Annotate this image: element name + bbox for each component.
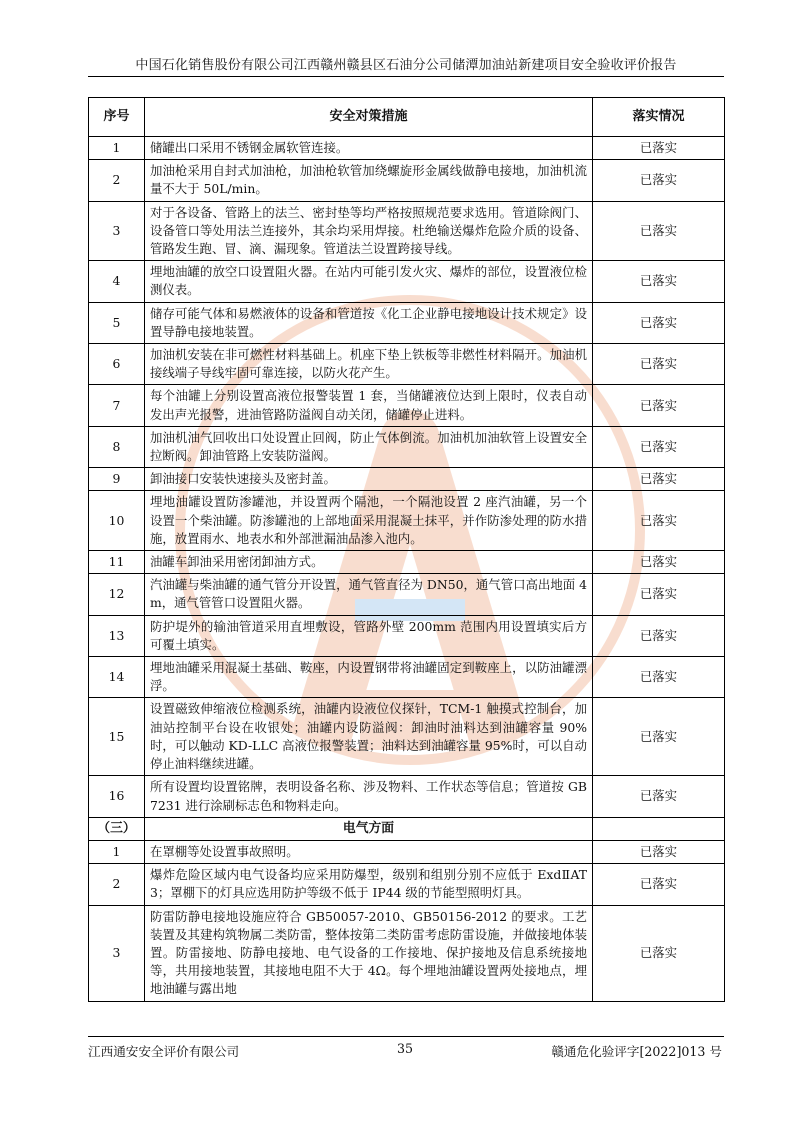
table-row bbox=[89, 491, 725, 551]
table-row bbox=[89, 905, 725, 1001]
row-number: 3 bbox=[89, 905, 145, 1001]
row-number: 15 bbox=[89, 698, 145, 776]
row-measure-text: 储存可能气体和易燃液体的设备和管道按《化工企业静电接地设计技术规定》设置导静电接地装置。 bbox=[145, 302, 593, 343]
row-status: 已落实 bbox=[593, 261, 725, 302]
row-number: 16 bbox=[89, 776, 145, 817]
row-number: 11 bbox=[89, 551, 145, 574]
row-status: 已落实 bbox=[593, 574, 725, 615]
footer-document-number: 赣通危化验评字[2022]013 号 bbox=[551, 1044, 722, 1059]
col-header-no: 序号 bbox=[89, 98, 145, 137]
row-status: 已落实 bbox=[593, 698, 725, 776]
footer-company: 江西通安安全评价有限公司 bbox=[88, 1044, 240, 1059]
table-row bbox=[89, 302, 725, 343]
row-measure-text: 对于各设备、管路上的法兰、密封垫等均严格按照规范要求选用。管道除阀门、设备管口等处用法兰连接外，其余均采用焊接。杜绝输送爆炸危险介质的设备、管路发生跑、冒、滴、漏现象。管道法兰设置跨接导线。 bbox=[145, 201, 593, 261]
row-status: 已落实 bbox=[593, 137, 725, 160]
row-measure-text: 加油机油气回收出口处设置止回阀，防止气体倒流。加油机加油软管上设置安全拉断阀。卸油管路上安装防溢阀。 bbox=[145, 426, 593, 467]
table-row bbox=[89, 840, 725, 863]
table-section bbox=[89, 817, 725, 840]
section-row-electrical bbox=[89, 817, 725, 840]
row-number: 4 bbox=[89, 261, 145, 302]
section-number: （三） bbox=[89, 817, 145, 840]
row-status: 已落实 bbox=[593, 160, 725, 201]
table-row bbox=[89, 468, 725, 491]
row-number: 2 bbox=[89, 160, 145, 201]
row-status: 已落实 bbox=[593, 657, 725, 698]
safety-measures-table bbox=[88, 97, 725, 1002]
row-measure-text: 每个油罐上分别设置高液位报警装置 1 套，当储罐液位达到上限时，仪表自动发出声光报警，进油管路防溢阀自动关闭，储罐停止进料。 bbox=[145, 385, 593, 426]
row-number: 9 bbox=[89, 468, 145, 491]
table-row bbox=[89, 551, 725, 574]
row-measure-text: 爆炸危险区域内电气设备均应采用防爆型，级别和组别分别不应低于 ExdⅡAT3；罩棚下的灯具应选用防护等级不低于 IP44 级的节能型照明灯具。 bbox=[145, 864, 593, 905]
row-status: 已落实 bbox=[593, 615, 725, 656]
row-measure-text: 储罐出口采用不锈钢金属软管连接。 bbox=[145, 137, 593, 160]
row-status: 已落实 bbox=[593, 344, 725, 385]
table-body-part-a bbox=[89, 137, 725, 818]
table-header-row bbox=[89, 98, 725, 137]
row-measure-text: 埋地油罐设置防渗罐池，并设置两个隔池，一个隔池设置 2 座汽油罐，另一个设置一个柴油罐。防渗罐池的上部地面采用混凝土抹平，并作防渗处理的防水措施，放置雨水、地表水和外部泄漏油品渗入池内。 bbox=[145, 491, 593, 551]
row-number: 10 bbox=[89, 491, 145, 551]
row-status: 已落实 bbox=[593, 426, 725, 467]
row-number: 12 bbox=[89, 574, 145, 615]
row-measure-text: 汽油罐与柴油罐的通气管分开设置，通气管直径为 DN50，通气管口高出地面 4m，通气管管口设置阻火器。 bbox=[145, 574, 593, 615]
row-measure-text: 设置磁致伸缩液位检测系统，油罐内设液位仪探针，TCM-1 触摸式控制台，加油站控制平台设在收银处；油罐内设防溢阀：卸油时油料达到油罐容量 90%时，可以触动 KD-LLC 高液位报警装置；油料达到油罐容量 95%时，可以自动停止油料继续进罐。 bbox=[145, 698, 593, 776]
row-status: 已落实 bbox=[593, 551, 725, 574]
col-header-measure: 安全对策措施 bbox=[145, 98, 593, 137]
row-number: 2 bbox=[89, 864, 145, 905]
row-number: 1 bbox=[89, 137, 145, 160]
section-status-empty bbox=[593, 817, 725, 840]
row-number: 8 bbox=[89, 426, 145, 467]
table-row bbox=[89, 698, 725, 776]
row-measure-text: 防护堤外的输油管道采用直埋敷设，管路外壁 200mm 范围内用设置填实后方可覆土填实。 bbox=[145, 615, 593, 656]
col-header-status: 落实情况 bbox=[593, 98, 725, 137]
row-status: 已落实 bbox=[593, 468, 725, 491]
header-rule bbox=[88, 76, 724, 77]
table-row bbox=[89, 137, 725, 160]
table-row bbox=[89, 385, 725, 426]
row-number: 7 bbox=[89, 385, 145, 426]
row-status: 已落实 bbox=[593, 201, 725, 261]
footer-rule bbox=[88, 1036, 724, 1037]
table-row bbox=[89, 574, 725, 615]
row-measure-text: 加油枪采用自封式加油枪，加油枪软管加绕螺旋形金属线做静电接地，加油机流量不大于 50L/min。 bbox=[145, 160, 593, 201]
row-number: 1 bbox=[89, 840, 145, 863]
row-measure-text: 油罐车卸油采用密闭卸油方式。 bbox=[145, 551, 593, 574]
row-measure-text: 在罩棚等处设置事故照明。 bbox=[145, 840, 593, 863]
row-measure-text: 所有设置均设置铭牌，表明设备名称、涉及物料、工作状态等信息；管道按 GB7231 进行涂刷标志色和物料走向。 bbox=[145, 776, 593, 817]
row-status: 已落实 bbox=[593, 302, 725, 343]
row-number: 14 bbox=[89, 657, 145, 698]
row-number: 6 bbox=[89, 344, 145, 385]
section-title: 电气方面 bbox=[145, 817, 593, 840]
row-status: 已落实 bbox=[593, 385, 725, 426]
table-body-part-b bbox=[89, 840, 725, 1001]
table-row bbox=[89, 201, 725, 261]
table-row bbox=[89, 160, 725, 201]
table-row bbox=[89, 864, 725, 905]
page-number: 35 bbox=[396, 1041, 414, 1056]
row-measure-text: 防雷防静电接地设施应符合 GB50057-2010、GB50156-2012 的要求。工艺装置及其建构筑物属二类防雷，整体按第二类防雷考虑防雷设施，并做接地体装置。防雷接地、防静电接地、电气设备的工作接地、保护接地及信息系统接地等，共用接地装置，其接地电阻不大于 4Ω。每个埋地油罐设置两处接地点，埋地油罐与露出地 bbox=[145, 905, 593, 1001]
row-status: 已落实 bbox=[593, 491, 725, 551]
row-measure-text: 埋地油罐采用混凝土基础、鞍座，内设置钢带将油罐固定到鞍座上，以防油罐漂浮。 bbox=[145, 657, 593, 698]
row-number: 5 bbox=[89, 302, 145, 343]
row-status: 已落实 bbox=[593, 776, 725, 817]
table-row bbox=[89, 776, 725, 817]
table-row bbox=[89, 615, 725, 656]
table-row bbox=[89, 344, 725, 385]
row-number: 13 bbox=[89, 615, 145, 656]
table-row bbox=[89, 261, 725, 302]
table-row bbox=[89, 426, 725, 467]
row-number: 3 bbox=[89, 201, 145, 261]
page-header-title: 中国石化销售股份有限公司江西赣州赣县区石油分公司储潭加油站新建项目安全验收评价报告 bbox=[135, 58, 677, 73]
row-measure-text: 加油机安装在非可燃性材料基础上。机座下垫上铁板等非燃性材料隔开。加油机接线端子导线牢固可靠连接，以防火花产生。 bbox=[145, 344, 593, 385]
row-measure-text: 埋地油罐的放空口设置阻火器。在站内可能引发火灾、爆炸的部位，设置液位检测仪表。 bbox=[145, 261, 593, 302]
row-measure-text: 卸油接口安装快速接头及密封盖。 bbox=[145, 468, 593, 491]
row-status: 已落实 bbox=[593, 864, 725, 905]
table-row bbox=[89, 657, 725, 698]
row-status: 已落实 bbox=[593, 905, 725, 1001]
row-status: 已落实 bbox=[593, 840, 725, 863]
